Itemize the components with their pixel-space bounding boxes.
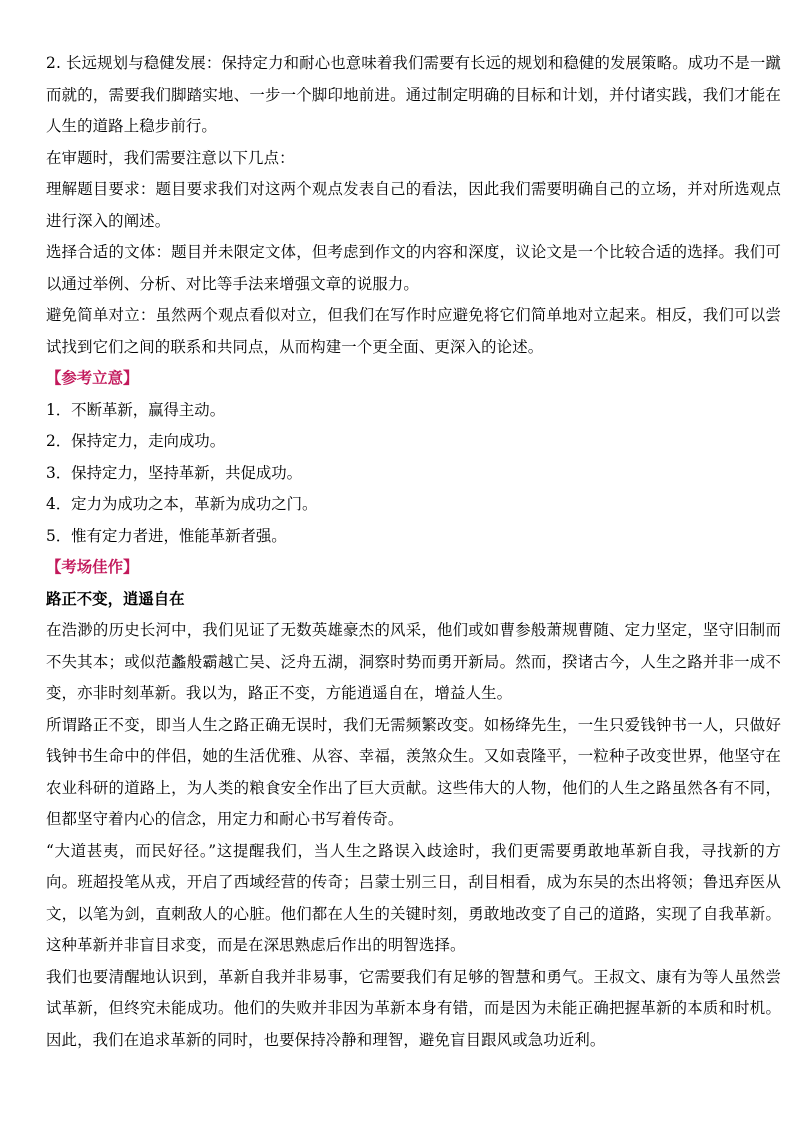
essay-paragraph-2: 所谓路正不变，即当人生之路正确无误时，我们无需频繁改变。如杨绛先生，一生只爱钱钟书一人，只做好钱钟书生命中的伴侣，她的生活优雅、从容、幸福，羡煞众生。又如袁隆平，一粒种子改变世界，他坚守在农业科研的道路上，为人类的粮食安全作出了巨大贡献。这些伟大的人物，他们的人生之路虽然各有不同，但都坚守着内心的信念，用定力和耐心书写着传奇。: [46, 715, 781, 828]
reference-item-3: 3．保持定力，坚持革新，共促成功。: [46, 463, 303, 482]
paragraph-long-term-planning: 2. 长远规划与稳健发展：保持定力和耐心也意味着我们需要有长远的规划和稳健的发展策略。成功不是一蹴而就的，需要我们脚踏实地、一步一个脚印地前进。通过制定明确的目标和计划，并付诸实践，我们才能在人生的道路上稳步前行。: [46, 54, 781, 135]
paragraph-choose-style: 选择合适的文体：题目并未限定文体，但考虑到作文的内容和深度，议论文是一个比较合适的选择。我们可以通过举例、分析、对比等手法来增强文章的说服力。: [46, 243, 781, 293]
reference-item-1: 1．不断革新，赢得主动。: [46, 400, 226, 419]
essay-title: 路正不变，逍遥自在: [46, 589, 185, 608]
essay-paragraph-1: 在浩渺的历史长河中，我们见证了无数英雄豪杰的风采，他们或如曹参般萧规曹随、定力坚定，坚守旧制而不失其本；或似范蠡般霸越亡吴、泛舟五湖，洞察时势而勇开新局。然而，揆诸古今，人生之路并非一成不变，亦非时刻革新。我以为，路正不变，方能逍遥自在，增益人生。: [46, 621, 781, 702]
reference-item-5: 5．惟有定力者进，惟能革新者强。: [46, 526, 287, 545]
essay-paragraph-4: 我们也要清醒地认识到，革新自我并非易事，它需要我们有足够的智慧和勇气。王叔文、康有为等人虽然尝试革新，但终究未能成功。他们的失败并非因为革新本身有错，而是因为未能正确把握革新的本质和时机。因此，我们在追求革新的同时，也要保持冷静和理智，避免盲目跟风或急功近利。: [46, 967, 781, 1049]
model-essay-heading: 【考场佳作】: [46, 558, 139, 576]
document-content: [46, 48, 781, 1056]
reference-item-2: 2．保持定力，走向成功。: [46, 432, 226, 450]
paragraph-understand-requirements: 理解题目要求：题目要求我们对这两个观点发表自己的看法，因此我们需要明确自己的立场，并对所选观点进行深入的阐述。: [46, 180, 781, 230]
essay-paragraph-3: “大道甚夷，而民好径。”这提醒我们，当人生之路误入歧途时，我们更需要勇敢地革新自我，寻找新的方向。班超投笔从戎，开启了西域经营的传奇；吕蒙士别三日，刮目相看，成为东吴的杰出将领；鲁迅弃医从文，以笔为剑，直刺敌人的心脏。他们都在人生的关键时刻，勇敢地改变了自己的道路，实现了自我革新。这种革新并非盲目求变，而是在深思熟虑后作出的明智选择。: [46, 841, 781, 954]
paragraph-review-notes-intro: 在审题时，我们需要注意以下几点：: [46, 148, 295, 167]
reference-heading: 【参考立意】: [46, 369, 139, 387]
paragraph-avoid-opposition: 避免简单对立：虽然两个观点看似对立，但我们在写作时应避免将它们简单地对立起来。相反，我们可以尝试找到它们之间的联系和共同点，从而构建一个更全面、更深入的论述。: [46, 306, 781, 356]
reference-item-4: 4．定力为成功之本，革新为成功之门。: [46, 495, 318, 513]
